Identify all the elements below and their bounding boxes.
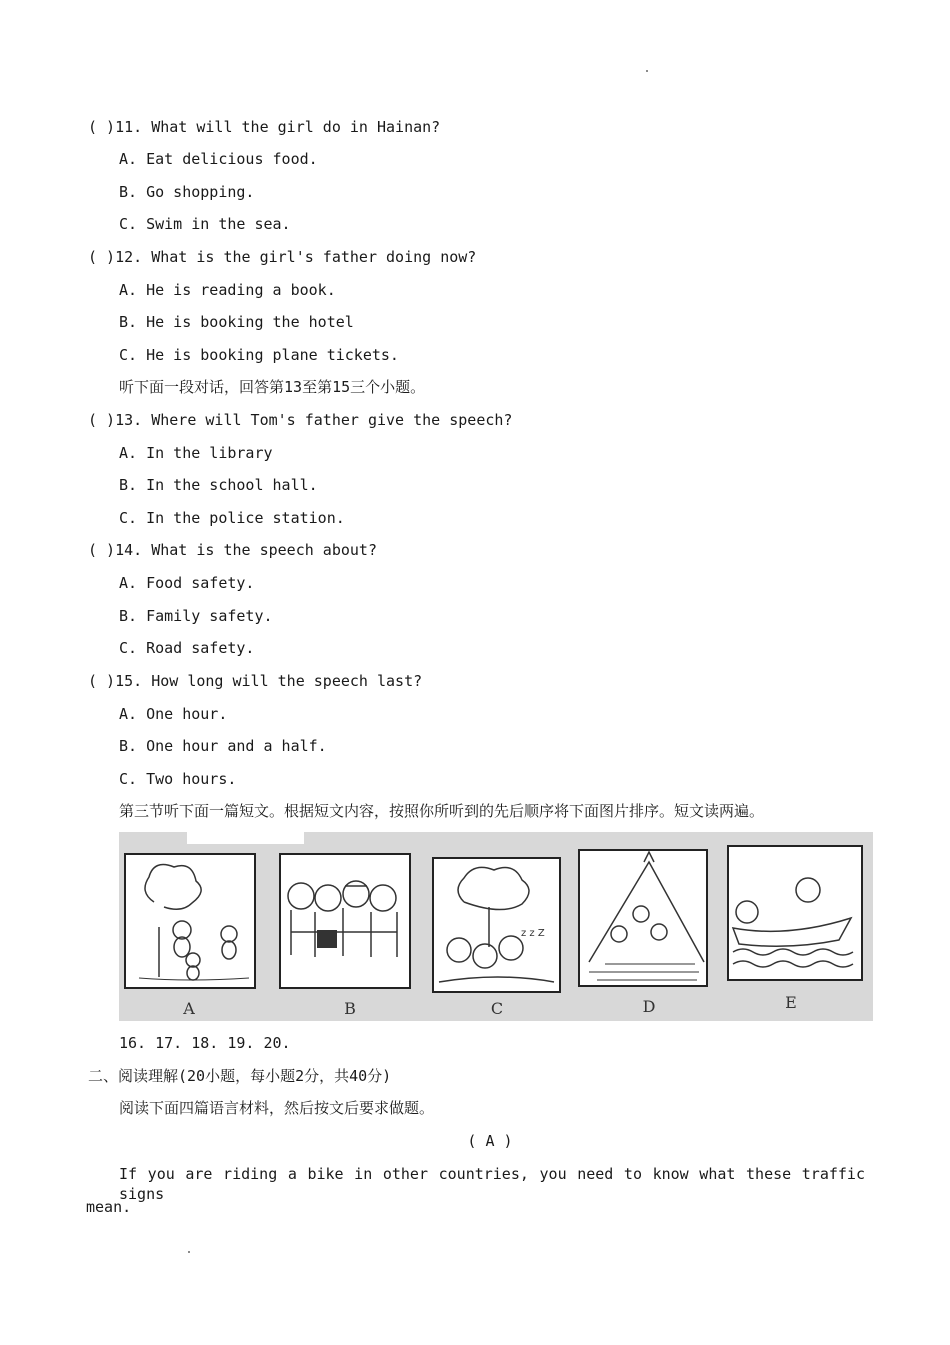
part2-heading: 二、阅读理解(20小题，每小题2分，共40分) <box>88 1067 392 1085</box>
question-12: ( )12. What is the girl's father doing now? <box>88 248 477 266</box>
option-14c: C. Road safety. <box>119 639 255 657</box>
picture-label-a: A <box>183 999 195 1018</box>
option-13b: B. In the school hall. <box>119 476 318 494</box>
picture-a-monkeys <box>125 854 255 988</box>
answer-numbers: 16. 17. 18. 19. 20. <box>119 1034 291 1052</box>
question-15: ( )15. How long will the speech last? <box>88 672 423 690</box>
question-14: ( )14. What is the speech about? <box>88 541 377 559</box>
question-11: ( )11. What will the girl do in Hainan? <box>88 118 441 136</box>
scan-dot <box>646 70 648 72</box>
scan-dot <box>188 1251 190 1253</box>
picture-e-boat <box>728 846 862 980</box>
picture-label-e: E <box>785 993 797 1012</box>
option-11a: A. Eat delicious food. <box>119 150 318 168</box>
picture-c-sleeping <box>433 858 560 992</box>
instruction-13-15: 听下面一段对话，回答第13至第15三个小题。 <box>119 378 426 396</box>
option-12c: C. He is booking plane tickets. <box>119 346 399 364</box>
option-11c: C. Swim in the sea. <box>119 215 291 233</box>
option-14b: B. Family safety. <box>119 607 273 625</box>
option-13c: C. In the police station. <box>119 509 345 527</box>
picture-b-children <box>280 854 410 988</box>
option-15a: A. One hour. <box>119 705 228 723</box>
option-14a: A. Food safety. <box>119 574 255 592</box>
section3-instruction: 第三节听下面一篇短文。根据短文内容，按照你所听到的先后顺序将下面图片排序。短文读两遍。 <box>119 802 765 820</box>
picture-label-c: C <box>490 999 504 1018</box>
picture-strip <box>119 832 873 1021</box>
part2-instruction: 阅读下面四篇语言材料，然后按文后要求做题。 <box>119 1099 435 1117</box>
picture-label-b: B <box>344 999 356 1018</box>
picture-label-d: D <box>642 997 656 1016</box>
picture-d-mountain <box>579 850 707 986</box>
question-13: ( )13. Where will Tom's father give the speech? <box>88 411 513 429</box>
passage-line-1: If you are riding a bike in other countries, you need to know what these traffic signs <box>119 1165 865 1203</box>
option-12b: B. He is booking the hotel <box>119 313 354 331</box>
option-15c: C. Two hours. <box>119 770 237 788</box>
passage-line-2: mean. <box>86 1198 132 1216</box>
svg-text:z z Z: z z Z <box>521 928 545 939</box>
option-13a: A. In the library <box>119 444 273 462</box>
option-11b: B. Go shopping. <box>119 183 255 201</box>
passage-label: ( A ) <box>467 1132 513 1150</box>
option-15b: B. One hour and a half. <box>119 737 327 755</box>
option-12a: A. He is reading a book. <box>119 281 336 299</box>
